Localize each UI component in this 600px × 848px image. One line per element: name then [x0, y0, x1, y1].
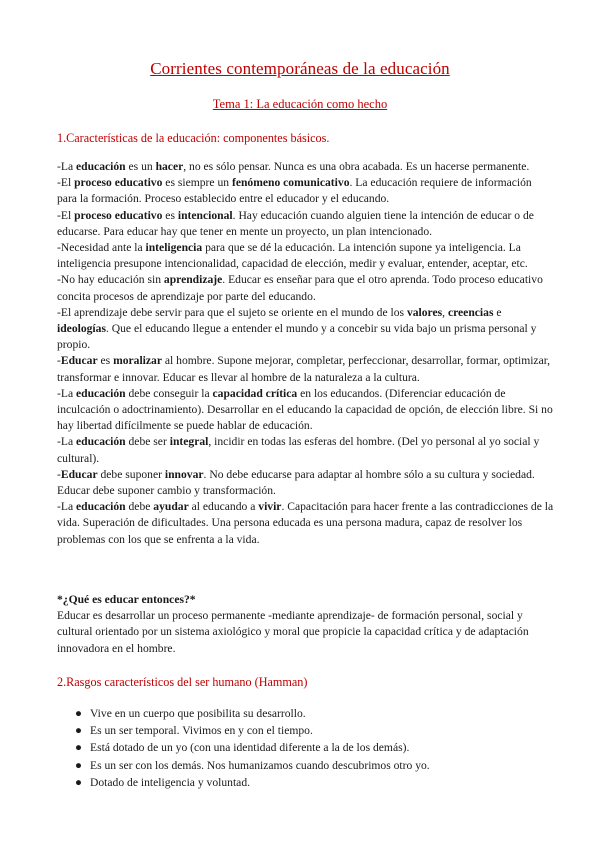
bold-term: intencional — [177, 208, 233, 222]
text-run: es — [162, 208, 178, 222]
text-run: - — [57, 467, 61, 481]
question-block — [57, 592, 554, 657]
bold-term: vivir — [258, 500, 282, 514]
bold-term: integral — [169, 435, 209, 449]
list-item — [57, 739, 554, 756]
list-item-text: Está dotado de un yo (con una identidad diferente a la de los demás). — [90, 741, 410, 755]
text-run: . No debe educarse para adaptar al hombre sólo a su cultura y sociedad. Educar debe suponer cambio y transformación. — [57, 467, 535, 498]
text-run: e — [493, 305, 502, 319]
bold-term: innovar — [164, 467, 204, 481]
text-run: -El aprendizaje debe servir para que el sujeto se oriente en el mundo de los — [57, 305, 407, 319]
text-run: en los educandos. (Diferenciar educación de inculcación o adoctrinamiento). Desarrollar en el educando la capacidad de opción, de elección libre. Si no hay libertad difícilmente se puede hablar de educación. — [57, 386, 553, 433]
section-1-paragraph — [57, 499, 554, 548]
bold-term: proceso educativo — [74, 176, 163, 190]
bold-term: Educar — [60, 467, 98, 481]
section-1-body — [57, 159, 554, 548]
text-run: . Capacitación para hacer frente a las contradicciones de la vida. Superación de dificultades. Una persona educada es una persona madura, capaz de resolver los problemas con los que se enfrenta a la vida. — [57, 500, 554, 546]
text-run: para que se dé la educación. La intención supone ya inteligencia. La inteligencia presupone intencionalidad, capacidad de elección, medir y evaluar, entender, aceptar, etc. — [57, 241, 528, 271]
section-1-paragraph — [57, 386, 554, 435]
bullet-icon: ● — [75, 758, 83, 772]
section-1-heading: 1.Características de la educación: componentes básicos. — [57, 131, 330, 145]
section-1-paragraph — [57, 175, 554, 207]
list-item — [57, 757, 554, 774]
section-2-list — [57, 705, 554, 791]
bold-term: hacer — [155, 160, 184, 173]
text-run: al hombre. Supone mejorar, completar, perfeccionar, desarrollar, formar, optimizar, transformar e innovar. Educar es llevar al hombre de la naturaleza a la cultura. — [57, 354, 551, 384]
text-run: , incidir en todas las esferas del hombre. (Del yo personal al yo social y cultural). — [57, 435, 540, 465]
text-run: . Que el educando llegue a entender el mundo y a concebir su vida bajo un prisma personal y propio. — [57, 322, 537, 352]
bullet-icon: ● — [75, 741, 83, 755]
text-run: debe conseguir la — [125, 386, 213, 400]
text-run: -La — [57, 435, 76, 449]
section-1-paragraph — [57, 353, 554, 385]
text-run: debe ser — [125, 435, 170, 449]
text-run: . Hay educación cuando alguien tiene la intención de educar o de educarse. Para educar hay que tener en mente un proyecto, un plan intencionado. — [57, 208, 534, 238]
text-run: debe suponer — [97, 467, 165, 481]
text-run: . Educar es enseñar para que el otro aprenda. Todo proceso educativo concita procesos de aprendizaje por parte del educando. — [57, 273, 543, 303]
bold-term: proceso educativo — [74, 208, 163, 222]
bold-term: educación — [76, 500, 126, 514]
list-item — [57, 774, 554, 791]
text-run: , — [442, 305, 448, 319]
text-run: -Necesidad ante la — [57, 241, 146, 255]
bold-term: educación — [76, 386, 126, 400]
bold-term: valores — [406, 305, 443, 319]
list-item-text: Vive en un cuerpo que posibilita su desarrollo. — [90, 707, 306, 720]
section-1-paragraph — [57, 208, 554, 240]
section-1-paragraph — [57, 240, 554, 272]
bold-term: educación — [76, 435, 126, 449]
bold-term: creencias — [447, 305, 494, 319]
bold-term: aprendizaje — [163, 273, 223, 287]
text-run: debe — [125, 500, 154, 514]
section-1-paragraph — [57, 305, 554, 354]
bold-term: ayudar — [153, 500, 189, 514]
text-run: es — [97, 354, 114, 368]
bold-term: fenómeno comunicativo — [231, 176, 350, 190]
text-run: , no es sólo pensar. Nunca es una obra acabada. Es un hacerse permanente. — [183, 160, 530, 173]
section-1-paragraph — [57, 272, 554, 304]
section-1-paragraph — [57, 434, 554, 466]
text-run: -El — [57, 176, 75, 190]
list-item-text: Dotado de inteligencia y voluntad. — [90, 775, 251, 789]
text-run: es un — [125, 160, 156, 173]
question-heading: *¿Qué es educar entonces?* — [57, 593, 196, 606]
text-run: -La — [57, 160, 76, 173]
text-run: -La — [57, 500, 76, 514]
text-run: al educando a — [188, 500, 259, 514]
bold-term: Educar — [60, 354, 98, 368]
section-1-paragraph — [57, 467, 554, 499]
bold-term: capacidad crítica — [212, 386, 298, 400]
document-subtitle: Tema 1: La educación como hecho — [212, 97, 388, 111]
text-run: es siempre un — [162, 176, 232, 190]
document-title: Corrientes contemporáneas de la educación — [150, 59, 450, 78]
bold-term: educación — [76, 160, 126, 173]
text-run: . La educación requiere de información para la formación. Proceso establecido entre el educador y el educando. — [57, 176, 532, 206]
bold-term: inteligencia — [145, 241, 203, 255]
question-answer: Educar es desarrollar un proceso permanente -mediante aprendizaje- de formación personal, social y cultural orientado por un sistema axiológico y moral que propicie la capacidad crítica y de adaptación innovadora en el hombre. — [57, 609, 529, 655]
list-item-text: Es un ser con los demás. Nos humanizamos cuando descubrimos otro yo. — [90, 758, 430, 772]
bold-term: ideologías — [57, 322, 106, 336]
list-item-text: Es un ser temporal. Vivimos en y con el tiempo. — [90, 724, 313, 738]
list-item — [57, 705, 554, 722]
text-run: -No hay educación sin — [57, 273, 164, 287]
text-run: -El — [57, 208, 75, 222]
section-2-heading: 2.Rasgos característicos del ser humano (Hamman) — [57, 675, 308, 689]
bullet-icon: ● — [75, 707, 83, 720]
text-run: - — [57, 354, 61, 368]
bullet-icon: ● — [75, 775, 83, 789]
section-1-paragraph — [57, 159, 554, 175]
bold-term: moralizar — [113, 354, 162, 368]
list-item — [57, 722, 554, 739]
text-run: -La — [57, 386, 76, 400]
bullet-icon: ● — [75, 724, 83, 738]
